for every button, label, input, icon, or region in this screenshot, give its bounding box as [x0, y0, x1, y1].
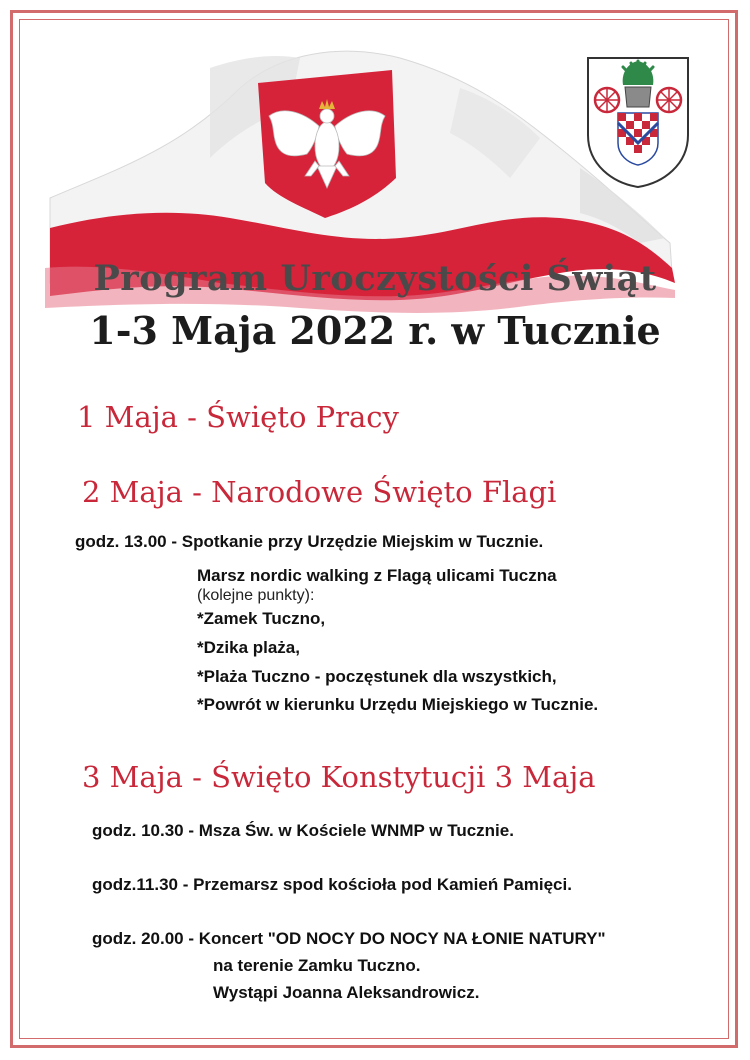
coat-of-arms-icon — [583, 55, 693, 190]
day-2-event: godz. 13.00 - Spotkanie przy Urzędzie Miejskim w Tucznie. — [75, 532, 544, 551]
day-2-heading: 2 Maja - Narodowe Święto Flagi — [82, 475, 557, 509]
day-3-event: godz.11.30 - Przemarsz spod kościoła pod Kamień Pamięci. — [92, 875, 572, 894]
march-point: *Zamek Tuczno, — [197, 609, 326, 628]
day-1-heading: 1 Maja - Święto Pracy — [77, 400, 399, 434]
concert-detail: na terenie Zamku Tuczno. — [213, 956, 421, 975]
march-title: Marsz nordic walking z Flagą ulicami Tuczna — [197, 566, 557, 585]
march-point: *Powrót w kierunku Urzędu Miejskiego w Tucznie. — [197, 695, 599, 714]
march-note: (kolejne punkty): — [197, 587, 315, 604]
page-title: Program Uroczystości Świąt — [93, 258, 657, 299]
march-point: *Dzika plaża, — [197, 638, 300, 657]
day-3-event: godz. 10.30 - Msza Św. w Kościele WNMP w Tucznie. — [92, 821, 514, 840]
day-3-event: godz. 20.00 - Koncert "OD NOCY DO NOCY NA ŁONIE NATURY" — [92, 929, 606, 948]
page-subtitle: 1-3 Maja 2022 r. w Tucznie — [89, 308, 661, 353]
concert-detail: Wystąpi Joanna Aleksandrowicz. — [213, 983, 480, 1002]
march-point: *Plaża Tuczno - poczęstunek dla wszystkich, — [197, 667, 557, 686]
day-3-heading: 3 Maja - Święto Konstytucji 3 Maja — [82, 760, 596, 794]
